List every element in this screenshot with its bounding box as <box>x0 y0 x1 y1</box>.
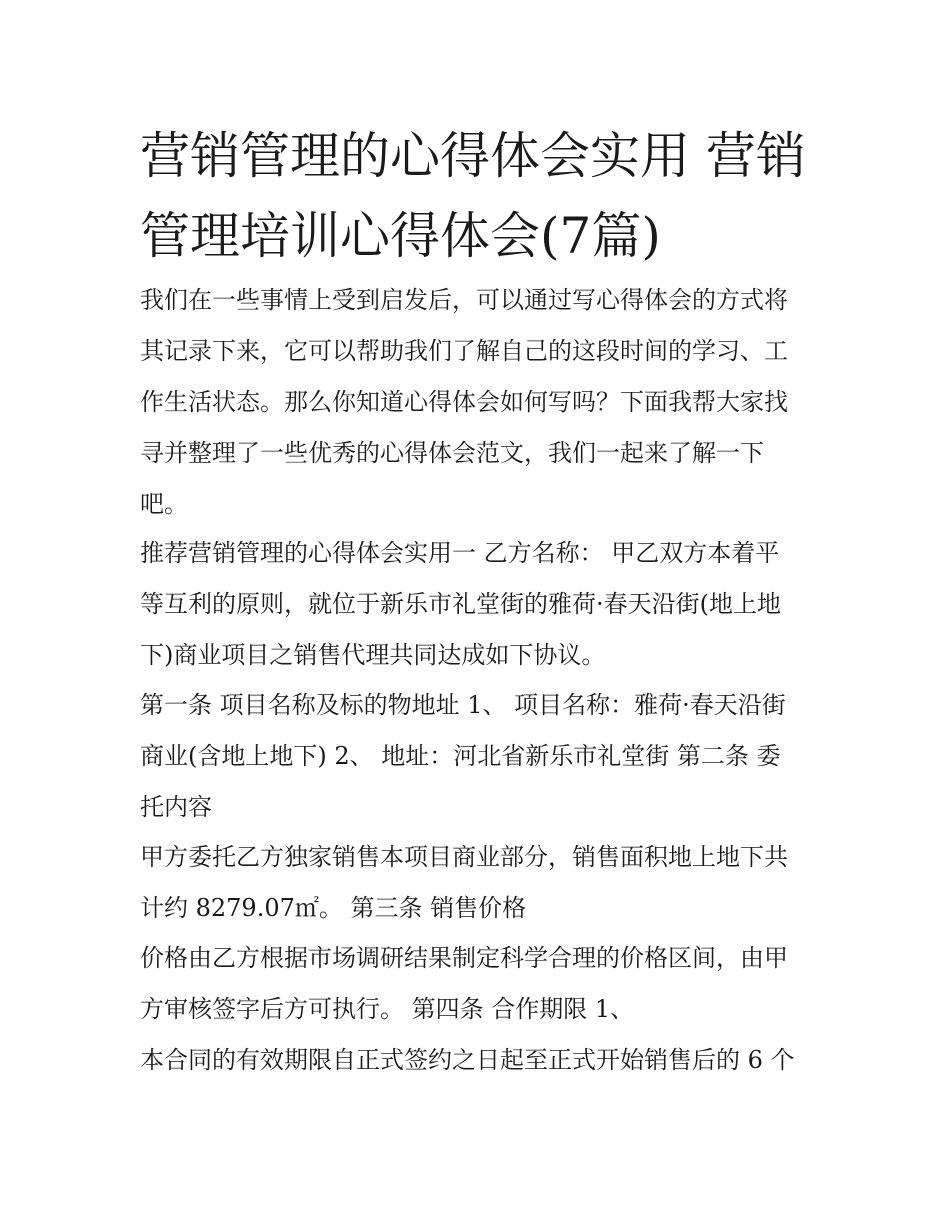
paragraph-line: 其记录下来，它可以帮助我们了解自己的这段时间的学习、工 <box>140 337 788 365</box>
paragraph-line: 推荐营销管理的心得体会实用一 乙方名称： 甲乙双方本着平 <box>140 539 780 567</box>
paragraph-line: 计约 8279.07㎡。 第三条 销售价格 <box>140 894 527 922</box>
paragraph-line: 价格由乙方根据市场调研结果制定科学合理的价格区间，由甲 <box>140 944 788 972</box>
paragraph-article-4 <box>140 1035 820 1086</box>
paragraph-line: 吧。 <box>140 490 188 518</box>
paragraph-line: 第一条 项目名称及标的物地址 1、 项目名称：雅荷·春天沿街 <box>140 691 786 719</box>
paragraph-line: 等互利的原则，就位于新乐市礼堂街的雅荷·春天沿街(地上地 <box>140 590 781 618</box>
paragraph-line: 作生活状态。那么你知道心得体会如何写吗？下面我帮大家找 <box>140 388 788 416</box>
paragraph-line: 下)商业项目之销售代理共同达成如下协议。 <box>140 641 606 669</box>
paragraph-article-2 <box>140 832 820 934</box>
paragraph-agreement <box>140 528 820 681</box>
document-title: 营销管理的心得体会实用 营销管理培训心得体会(7篇) <box>140 127 806 265</box>
paragraph-line: 商业(含地上地下) 2、 地址：河北省新乐市礼堂街 第二条 委 <box>140 742 781 770</box>
paragraph-line: 我们在一些事情上受到启发后，可以通过写心得体会的方式将 <box>140 286 788 314</box>
paragraph-line: 本合同的有效期限自正式签约之日起至正式开始销售后的 6 个 <box>140 1046 795 1074</box>
paragraph-intro <box>140 275 820 530</box>
paragraph-article-1 <box>140 680 820 833</box>
paragraph-article-3 <box>140 933 820 1035</box>
paragraph-line: 托内容 <box>140 793 212 821</box>
paragraph-line: 方审核签字后方可执行。 第四条 合作期限 1、 <box>140 995 635 1023</box>
paragraph-line: 甲方委托乙方独家销售本项目商业部分，销售面积地上地下共 <box>140 843 788 871</box>
paragraph-line: 寻并整理了一些优秀的心得体会范文，我们一起来了解一下 <box>140 439 764 467</box>
